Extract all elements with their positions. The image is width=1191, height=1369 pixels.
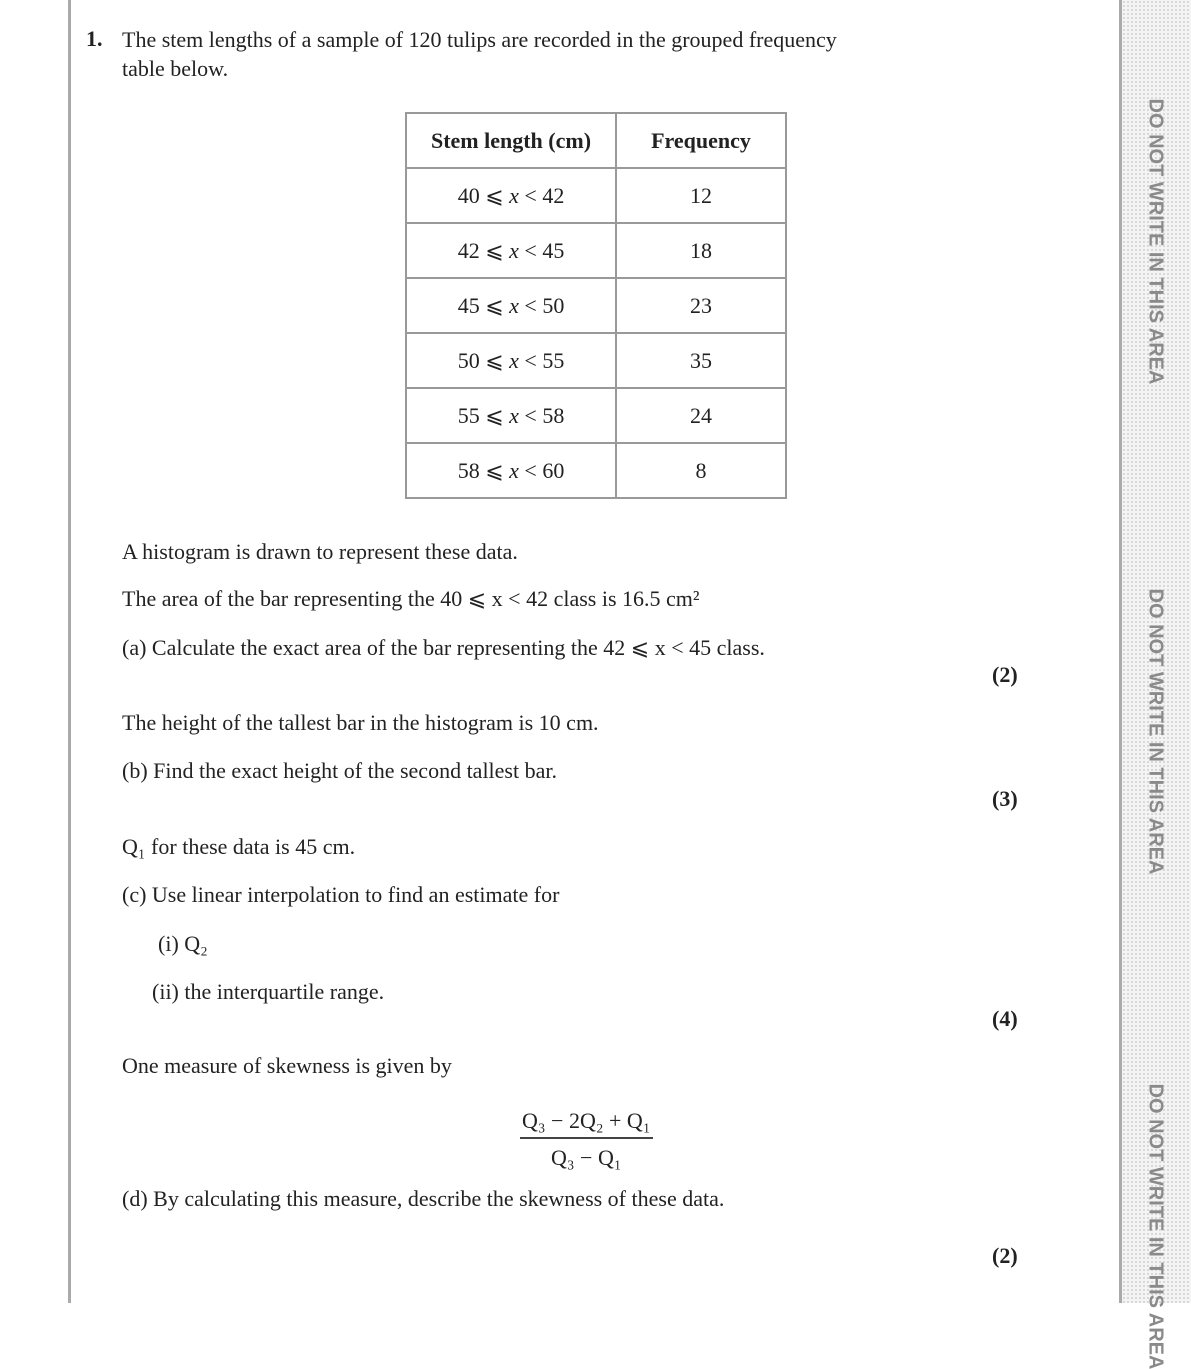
question-number: 1. <box>86 26 103 51</box>
class-upper: 42 <box>542 182 565 208</box>
class-upper: 60 <box>542 457 565 483</box>
class-upper: 45 <box>542 237 565 263</box>
class-lower: 40 <box>457 182 480 208</box>
inequality: ⩽ x < <box>479 182 543 208</box>
inequality: ⩽ x < <box>479 237 543 263</box>
class-lower: 50 <box>457 347 480 373</box>
table-row <box>406 278 786 333</box>
inequality: ⩽ x < <box>479 402 543 428</box>
part-c-ii: (ii) the interquartile range. <box>152 979 385 1004</box>
marks-c: (4) <box>992 1006 1018 1031</box>
inequality: ⩽ x < <box>479 457 543 483</box>
marks-a: (2) <box>992 662 1018 687</box>
inequality: ⩽ x < <box>479 347 543 373</box>
class-lower: 42 <box>457 237 480 263</box>
tallest-text: The height of the tallest bar in the histogram is 10 cm. <box>122 710 599 735</box>
frequency-cell: 35 <box>616 333 786 388</box>
table-row <box>406 443 786 498</box>
class-lower: 55 <box>457 402 480 428</box>
marks-b: (3) <box>992 786 1018 811</box>
frequency-cell: 23 <box>616 278 786 333</box>
area-text: The area of the bar representing the 40 ⩽ x < 42 class is 16.5 cm² <box>122 586 700 611</box>
frequency-cell: 8 <box>616 443 786 498</box>
part-b: (b) Find the exact height of the second tallest bar. <box>122 758 557 783</box>
frequency-cell: 24 <box>616 388 786 443</box>
class-lower: 58 <box>457 457 480 483</box>
table-row <box>406 388 786 443</box>
table-row <box>406 333 786 388</box>
margin-warning: DO NOT WRITE IN THIS AREA <box>1144 588 1167 875</box>
q1-text: Q₁ for these data is 45 cm. <box>122 834 356 859</box>
part-c: (c) Use linear interpolation to find an estimate for <box>122 882 560 907</box>
part-c-i: (i) Q₂ <box>158 931 208 956</box>
table-row <box>406 168 786 223</box>
inequality: ⩽ x < <box>479 292 543 318</box>
class-upper: 50 <box>542 292 565 318</box>
frequency-table <box>405 112 787 499</box>
class-lower: 45 <box>457 292 480 318</box>
class-upper: 55 <box>542 347 565 373</box>
stem-length-cell <box>406 443 616 498</box>
formula-denominator: Q₃ − Q₁ <box>550 1145 622 1170</box>
formula-numerator: Q₃ − 2Q₂ + Q₁ <box>520 1108 653 1139</box>
part-d: (d) By calculating this measure, describe the skewness of these data. <box>122 1186 725 1211</box>
class-upper: 58 <box>542 402 565 428</box>
header-stem-length: Stem length (cm) <box>406 113 616 168</box>
histogram-text: A histogram is drawn to represent these data. <box>122 539 518 564</box>
frequency-cell: 12 <box>616 168 786 223</box>
skewness-formula <box>520 1108 653 1171</box>
skew-text: One measure of skewness is given by <box>122 1053 452 1078</box>
margin-warning: DO NOT WRITE IN THIS AREA <box>1144 1083 1167 1369</box>
frequency-cell: 18 <box>616 223 786 278</box>
intro-line-2: table below. <box>122 56 229 81</box>
intro-line-1: The stem lengths of a sample of 120 tulips are recorded in the grouped frequency <box>122 27 837 52</box>
stem-length-cell <box>406 168 616 223</box>
stem-length-cell <box>406 278 616 333</box>
stem-length-cell <box>406 223 616 278</box>
margin-warning: DO NOT WRITE IN THIS AREA <box>1144 98 1167 385</box>
stem-length-cell <box>406 388 616 443</box>
left-margin-line <box>68 0 71 1303</box>
table-row <box>406 223 786 278</box>
part-a: (a) Calculate the exact area of the bar representing the 42 ⩽ x < 45 class. <box>122 635 765 660</box>
stem-length-cell <box>406 333 616 388</box>
marks-d: (2) <box>992 1243 1018 1268</box>
header-frequency: Frequency <box>616 113 786 168</box>
